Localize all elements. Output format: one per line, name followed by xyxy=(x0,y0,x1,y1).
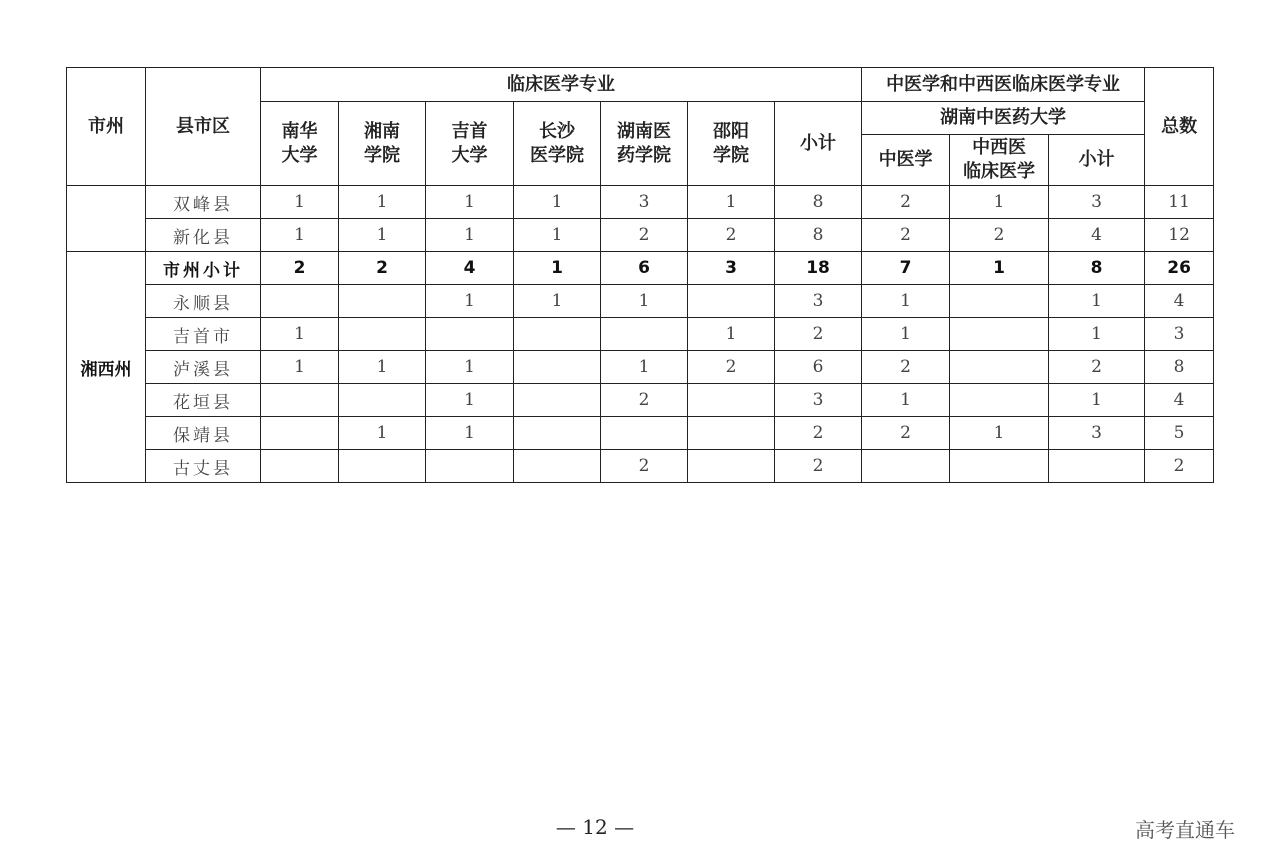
value-cell: 3 xyxy=(1049,417,1145,450)
value-cell xyxy=(688,450,775,483)
value-cell: 2 xyxy=(775,417,862,450)
value-cell: 1 xyxy=(514,252,601,285)
value-cell xyxy=(339,318,426,351)
header-col-label: 小计 xyxy=(800,132,837,154)
value-cell: 2 xyxy=(601,384,688,417)
header-col-label: 长沙 xyxy=(539,120,575,142)
value-cell: 1 xyxy=(261,219,339,252)
table-body xyxy=(67,186,1214,483)
value-cell: 8 xyxy=(775,186,862,219)
value-cell: 1 xyxy=(261,186,339,219)
table-row xyxy=(67,219,1214,252)
header-col-label: 中西医 xyxy=(972,137,1027,158)
value-cell: 2 xyxy=(1049,351,1145,384)
value-cell xyxy=(688,285,775,318)
value-cell: 4 xyxy=(426,252,514,285)
page-number: — 12 — xyxy=(555,815,635,839)
value-cell xyxy=(688,384,775,417)
value-cell xyxy=(862,450,950,483)
county-cell: 花垣县 xyxy=(146,384,261,417)
header-total: 总数 xyxy=(1145,68,1214,186)
table-row xyxy=(67,450,1214,483)
value-cell: 1 xyxy=(514,285,601,318)
value-cell xyxy=(514,384,601,417)
header-col-tcm xyxy=(862,135,950,186)
value-cell: 2 xyxy=(775,318,862,351)
header-col-label: 医学院 xyxy=(530,144,584,166)
value-cell: 2 xyxy=(862,186,950,219)
city-cell xyxy=(67,186,146,252)
header-city: 市州 xyxy=(67,68,146,186)
value-cell: 26 xyxy=(1145,252,1214,285)
value-cell: 1 xyxy=(261,318,339,351)
header-col-label: 大学 xyxy=(281,144,318,166)
value-cell xyxy=(950,384,1049,417)
value-cell xyxy=(514,417,601,450)
value-cell: 1 xyxy=(601,351,688,384)
county-cell: 古丈县 xyxy=(146,450,261,483)
value-cell: 1 xyxy=(1049,318,1145,351)
header-group-tcm: 中医学和中西医临床医学专业 xyxy=(862,68,1145,102)
value-cell: 1 xyxy=(261,351,339,384)
county-cell: 吉首市 xyxy=(146,318,261,351)
value-cell xyxy=(950,351,1049,384)
value-cell: 1 xyxy=(1049,285,1145,318)
header-col-label: 中医学 xyxy=(878,149,933,170)
county-cell: 双峰县 xyxy=(146,186,261,219)
city-cell: 湘西州 xyxy=(67,252,146,483)
header-col-label: 吉首 xyxy=(451,120,488,142)
value-cell: 2 xyxy=(688,219,775,252)
table-header xyxy=(67,68,1214,186)
table-row xyxy=(67,285,1214,318)
header-col-label: 邵阳 xyxy=(713,120,749,142)
county-cell: 泸溪县 xyxy=(146,351,261,384)
value-cell: 4 xyxy=(1145,285,1214,318)
value-cell: 3 xyxy=(1145,318,1214,351)
header-col-tcm xyxy=(950,135,1049,186)
value-cell: 2 xyxy=(1145,450,1214,483)
header-col-clinical xyxy=(261,102,339,186)
value-cell: 8 xyxy=(775,219,862,252)
value-cell: 1 xyxy=(426,285,514,318)
county-cell: 新化县 xyxy=(146,219,261,252)
value-cell: 1 xyxy=(688,186,775,219)
value-cell: 1 xyxy=(688,318,775,351)
value-cell: 1 xyxy=(514,219,601,252)
value-cell: 1 xyxy=(950,186,1049,219)
value-cell xyxy=(514,318,601,351)
value-cell: 6 xyxy=(601,252,688,285)
value-cell xyxy=(950,318,1049,351)
value-cell: 12 xyxy=(1145,219,1214,252)
value-cell xyxy=(339,450,426,483)
value-cell: 1 xyxy=(426,351,514,384)
value-cell: 2 xyxy=(775,450,862,483)
header-col-clinical xyxy=(775,102,862,186)
value-cell: 1 xyxy=(339,417,426,450)
header-col-label: 药学院 xyxy=(617,144,671,166)
value-cell: 1 xyxy=(339,351,426,384)
value-cell: 3 xyxy=(1049,186,1145,219)
header-tcm-university: 湖南中医药大学 xyxy=(862,102,1145,135)
header-group-clinical: 临床医学专业 xyxy=(261,68,862,102)
value-cell xyxy=(426,450,514,483)
value-cell: 3 xyxy=(688,252,775,285)
value-cell xyxy=(601,318,688,351)
value-cell: 1 xyxy=(426,417,514,450)
value-cell: 2 xyxy=(950,219,1049,252)
value-cell: 2 xyxy=(339,252,426,285)
value-cell xyxy=(1049,450,1145,483)
value-cell: 1 xyxy=(426,384,514,417)
value-cell: 8 xyxy=(1049,252,1145,285)
value-cell: 1 xyxy=(601,285,688,318)
value-cell: 2 xyxy=(688,351,775,384)
value-cell xyxy=(950,285,1049,318)
header-col-label: 湖南医 xyxy=(617,120,671,142)
value-cell: 1 xyxy=(426,219,514,252)
value-cell: 4 xyxy=(1049,219,1145,252)
value-cell: 2 xyxy=(601,219,688,252)
value-cell: 1 xyxy=(950,252,1049,285)
value-cell: 7 xyxy=(862,252,950,285)
header-col-label: 南华 xyxy=(281,120,318,142)
table-row xyxy=(67,351,1214,384)
header-col-label: 小计 xyxy=(1078,149,1115,170)
value-cell xyxy=(339,384,426,417)
header-col-clinical xyxy=(339,102,426,186)
table-row xyxy=(67,318,1214,351)
county-cell: 永顺县 xyxy=(146,285,261,318)
value-cell: 2 xyxy=(862,219,950,252)
value-cell: 2 xyxy=(601,450,688,483)
value-cell: 1 xyxy=(339,186,426,219)
header-col-label: 大学 xyxy=(451,144,488,166)
value-cell: 1 xyxy=(514,186,601,219)
value-cell: 3 xyxy=(775,285,862,318)
value-cell: 5 xyxy=(1145,417,1214,450)
value-cell: 3 xyxy=(775,384,862,417)
value-cell: 8 xyxy=(1145,351,1214,384)
table-row xyxy=(67,417,1214,450)
value-cell xyxy=(950,450,1049,483)
header-col-label: 湘南 xyxy=(364,120,400,142)
header-row xyxy=(67,68,1214,102)
county-cell: 市州小计 xyxy=(146,252,261,285)
value-cell: 1 xyxy=(950,417,1049,450)
value-cell: 1 xyxy=(1049,384,1145,417)
table-row xyxy=(67,186,1214,219)
header-county: 县市区 xyxy=(146,68,261,186)
header-col-label: 学院 xyxy=(713,144,749,166)
header-col-label: 学院 xyxy=(364,144,400,166)
value-cell: 6 xyxy=(775,351,862,384)
value-cell: 11 xyxy=(1145,186,1214,219)
value-cell xyxy=(514,351,601,384)
header-col-label: 临床医学 xyxy=(963,161,1036,182)
value-cell: 1 xyxy=(426,186,514,219)
value-cell xyxy=(261,417,339,450)
header-col-clinical xyxy=(426,102,514,186)
value-cell: 1 xyxy=(862,384,950,417)
subtotal-row xyxy=(67,252,1214,285)
value-cell xyxy=(601,417,688,450)
value-cell xyxy=(426,318,514,351)
value-cell xyxy=(339,285,426,318)
value-cell: 1 xyxy=(862,318,950,351)
value-cell xyxy=(261,450,339,483)
value-cell xyxy=(688,417,775,450)
county-cell: 保靖县 xyxy=(146,417,261,450)
value-cell: 2 xyxy=(862,351,950,384)
value-cell xyxy=(261,384,339,417)
header-col-clinical xyxy=(601,102,688,186)
value-cell xyxy=(261,285,339,318)
value-cell: 3 xyxy=(601,186,688,219)
value-cell: 18 xyxy=(775,252,862,285)
table-row xyxy=(67,384,1214,417)
value-cell: 2 xyxy=(261,252,339,285)
header-col-tcm xyxy=(1049,135,1145,186)
watermark: 高考直通车 xyxy=(1135,818,1235,842)
header-col-clinical xyxy=(688,102,775,186)
value-cell: 4 xyxy=(1145,384,1214,417)
header-col-clinical xyxy=(514,102,601,186)
value-cell xyxy=(514,450,601,483)
value-cell: 1 xyxy=(862,285,950,318)
value-cell: 1 xyxy=(339,219,426,252)
quota-table xyxy=(66,67,1214,483)
value-cell: 2 xyxy=(862,417,950,450)
